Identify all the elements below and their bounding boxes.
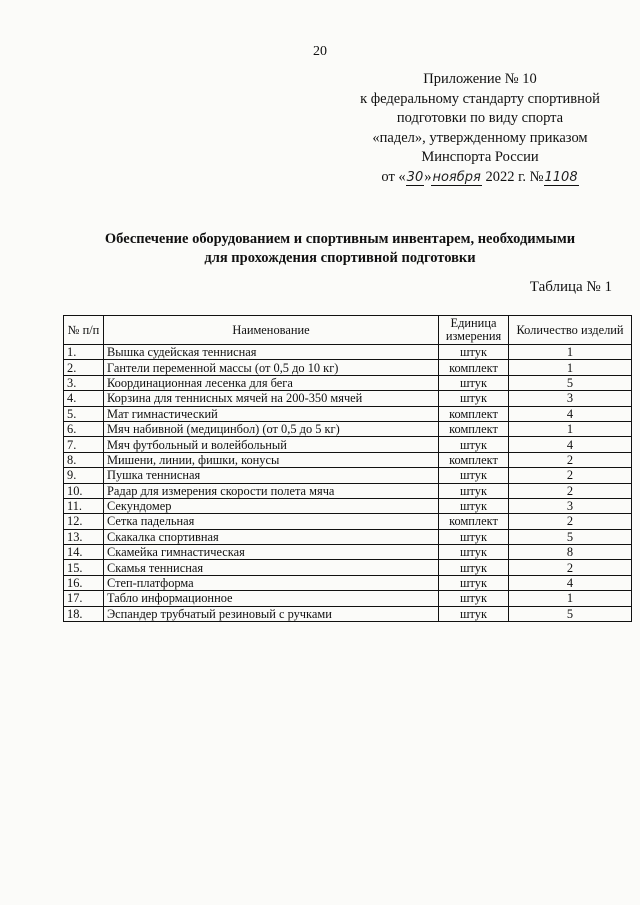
table-row [64, 498, 632, 513]
row-number: 7. [64, 437, 104, 452]
item-unit: штук [439, 560, 509, 575]
table-row [64, 360, 632, 375]
table-label: Таблица № 1 [529, 279, 612, 295]
row-number: 3. [64, 375, 104, 390]
item-unit: штук [439, 483, 509, 498]
item-unit: комплект [439, 421, 509, 436]
row-number: 18. [64, 606, 104, 621]
item-quantity: 1 [509, 345, 632, 360]
item-name: Пушка теннисная [104, 468, 439, 483]
date-prefix: от « [381, 168, 406, 185]
table-row [64, 560, 632, 575]
table-row [64, 483, 632, 498]
item-quantity: 5 [509, 529, 632, 544]
table-row [64, 406, 632, 421]
item-name: Степ-платформа [104, 575, 439, 590]
item-unit: комплект [439, 514, 509, 529]
page-number: 20 [313, 44, 327, 59]
item-name: Табло информационное [104, 591, 439, 606]
item-name: Секундомер [104, 498, 439, 513]
appendix-line: «падел», утвержденному приказом [372, 129, 588, 146]
header-quantity: Количество изделий [509, 316, 632, 345]
item-name: Корзина для теннисных мячей на 200-350 мячей [104, 391, 439, 406]
item-quantity: 2 [509, 483, 632, 498]
item-unit: штук [439, 606, 509, 621]
title-line-1: Обеспечение оборудованием и спортивным инвентарем, необходимыми [104, 231, 576, 247]
item-unit: комплект [439, 452, 509, 467]
date-month-handwritten: ноября [432, 169, 481, 185]
equipment-table [63, 315, 632, 622]
row-number: 1. [64, 345, 104, 360]
table-row [64, 437, 632, 452]
header-number: № п/п [64, 316, 104, 345]
table-row [64, 421, 632, 436]
table-row [64, 375, 632, 390]
table-row [64, 591, 632, 606]
item-quantity: 4 [509, 437, 632, 452]
date-day-handwritten: 30 [406, 169, 424, 185]
item-name: Скамья теннисная [104, 560, 439, 575]
row-number: 15. [64, 560, 104, 575]
item-name: Координационная лесенка для бега [104, 375, 439, 390]
row-number: 8. [64, 452, 104, 467]
row-number: 11. [64, 498, 104, 513]
order-number-handwritten: 1108 [544, 169, 578, 185]
item-name: Мяч набивной (медицинбол) (от 0,5 до 5 кг) [104, 421, 439, 436]
table-row [64, 452, 632, 467]
table-row [64, 529, 632, 544]
item-quantity: 8 [509, 545, 632, 560]
appendix-line: Минспорта России [421, 149, 539, 165]
table-row [64, 468, 632, 483]
row-number: 17. [64, 591, 104, 606]
item-quantity: 4 [509, 406, 632, 421]
appendix-line: подготовки по виду спорта [396, 110, 564, 126]
item-unit: комплект [439, 406, 509, 421]
item-quantity: 5 [509, 606, 632, 621]
item-unit: штук [439, 545, 509, 560]
item-name: Скамейка гимнастическая [104, 545, 439, 560]
item-unit: комплект [439, 360, 509, 375]
row-number: 16. [64, 575, 104, 590]
row-number: 2. [64, 360, 104, 375]
item-quantity: 2 [509, 468, 632, 483]
row-number: 10. [64, 483, 104, 498]
item-unit: штук [439, 575, 509, 590]
appendix-header [330, 70, 630, 187]
item-unit: штук [439, 591, 509, 606]
item-unit: штук [439, 375, 509, 390]
document-title [40, 230, 640, 268]
item-unit: штук [439, 529, 509, 544]
appendix-date-line [330, 168, 630, 188]
item-name: Мишени, линии, фишки, конусы [104, 452, 439, 467]
item-quantity: 4 [509, 575, 632, 590]
table-row [64, 575, 632, 590]
item-name: Мат гимнастический [104, 406, 439, 421]
item-name: Гантели переменной массы (от 0,5 до 10 кг) [104, 360, 439, 375]
date-year: 2022 г. № [485, 168, 544, 185]
item-quantity: 1 [509, 421, 632, 436]
item-unit: штук [439, 345, 509, 360]
item-unit: штук [439, 468, 509, 483]
date-mid: » [424, 168, 432, 185]
row-number: 12. [64, 514, 104, 529]
appendix-line: к федеральному стандарту спортивной [360, 90, 600, 107]
item-quantity: 2 [509, 514, 632, 529]
header-unit: Единица измерения [439, 316, 509, 345]
item-quantity: 2 [509, 560, 632, 575]
item-unit: штук [439, 437, 509, 452]
item-name: Сетка падельная [104, 514, 439, 529]
item-name: Скакалка спортивная [104, 529, 439, 544]
item-quantity: 2 [509, 452, 632, 467]
header-name: Наименование [104, 316, 439, 345]
item-quantity: 3 [509, 391, 632, 406]
title-line-2: для прохождения спортивной подготовки [204, 250, 476, 266]
item-name: Мяч футбольный и волейбольный [104, 437, 439, 452]
appendix-title: Приложение № 10 [423, 71, 537, 87]
item-name: Вышка судейская теннисная [104, 345, 439, 360]
row-number: 6. [64, 421, 104, 436]
table-row [64, 391, 632, 406]
row-number: 4. [64, 391, 104, 406]
item-quantity: 1 [509, 360, 632, 375]
table-row [64, 514, 632, 529]
row-number: 13. [64, 529, 104, 544]
item-name: Радар для измерения скорости полета мяча [104, 483, 439, 498]
item-quantity: 1 [509, 591, 632, 606]
row-number: 5. [64, 406, 104, 421]
row-number: 14. [64, 545, 104, 560]
item-quantity: 5 [509, 375, 632, 390]
table-header-row [64, 316, 632, 345]
table-row [64, 545, 632, 560]
item-name: Эспандер трубчатый резиновый с ручками [104, 606, 439, 621]
item-unit: штук [439, 498, 509, 513]
table-row [64, 606, 632, 621]
item-unit: штук [439, 391, 509, 406]
item-quantity: 3 [509, 498, 632, 513]
row-number: 9. [64, 468, 104, 483]
table-row [64, 345, 632, 360]
